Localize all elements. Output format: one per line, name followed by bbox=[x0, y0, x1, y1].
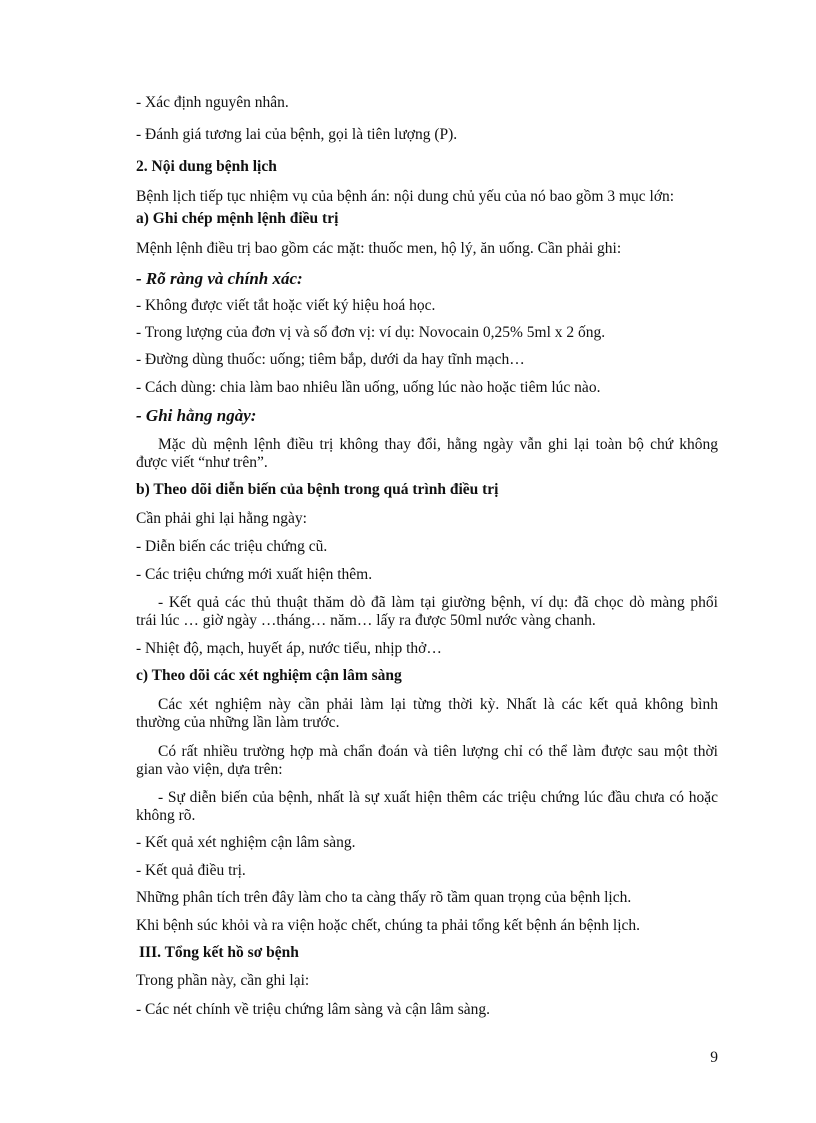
emphasis-heading: - Rõ ràng và chính xác: bbox=[136, 269, 303, 288]
subsection-heading: c) Theo dõi các xét nghiệm cận lâm sàng bbox=[136, 667, 402, 684]
paragraph-line: - Đánh giá tương lai của bệnh, gọi là tiên lượng (P). bbox=[136, 126, 458, 143]
paragraph-line: Những phân tích trên đây làm cho ta càng thấy rõ tầm quan trọng của bệnh lịch. bbox=[136, 889, 632, 906]
paragraph-line: Trong phần này, cần ghi lại: bbox=[136, 972, 310, 989]
paragraph-line: được viết “như trên”. bbox=[136, 454, 268, 471]
emphasis-heading: - Ghi hằng ngày: bbox=[136, 406, 257, 425]
paragraph-line: - Kết quả xét nghiệm cận lâm sàng. bbox=[136, 834, 356, 851]
paragraph-line: Khi bệnh súc khỏi và ra viện hoặc chết, chúng ta phải tổng kết bệnh án bệnh lịch. bbox=[136, 917, 641, 934]
paragraph-line: Mệnh lệnh điều trị bao gồm các mặt: thuốc men, hộ lý, ăn uống. Cần phải ghi: bbox=[136, 240, 622, 257]
paragraph-line: - Cách dùng: chia làm bao nhiêu lần uống, uống lúc nào hoặc tiêm lúc nào. bbox=[136, 379, 601, 396]
paragraph-line: trái lúc … giờ ngày …tháng… năm… lấy ra được 50ml nước vàng chanh. bbox=[136, 612, 596, 629]
paragraph-line: - Diễn biến các triệu chứng cũ. bbox=[136, 538, 328, 555]
section-heading: III. Tổng kết hồ sơ bệnh bbox=[139, 944, 299, 961]
paragraph-line: - Kết quả điều trị. bbox=[136, 862, 246, 879]
paragraph-line: - Sự diễn biến của bệnh, nhất là sự xuất hiện thêm các triệu chứng lúc đầu chưa có hoặc bbox=[158, 789, 718, 806]
paragraph-line: thường của những lần làm trước. bbox=[136, 714, 340, 731]
paragraph-line: - Kết quả các thủ thuật thăm dò đã làm tại giường bệnh, ví dụ: đã chọc dò màng phổi bbox=[158, 594, 718, 611]
paragraph-line: - Các nét chính về triệu chứng lâm sàng và cận lâm sàng. bbox=[136, 1001, 491, 1018]
page-number: 9 bbox=[710, 1049, 718, 1066]
paragraph-line: - Các triệu chứng mới xuất hiện thêm. bbox=[136, 566, 373, 583]
paragraph-line: Bệnh lịch tiếp tục nhiệm vụ của bệnh án: nội dung chủ yếu của nó bao gồm 3 mục lớn: bbox=[136, 188, 675, 205]
paragraph-line: Mặc dù mệnh lệnh điều trị không thay đổi, hằng ngày vẫn ghi lại toàn bộ chứ không bbox=[158, 436, 718, 453]
paragraph-line: - Nhiệt độ, mạch, huyết áp, nước tiểu, nhịp thở… bbox=[136, 640, 442, 657]
paragraph-line: gian vào viện, dựa trên: bbox=[136, 761, 283, 778]
paragraph-line: Có rất nhiều trường hợp mà chẩn đoán và tiên lượng chỉ có thể làm được sau một thời bbox=[158, 743, 718, 760]
paragraph-line: Các xét nghiệm này cần phải làm lại từng thời kỳ. Nhất là các kết quả không bình bbox=[158, 696, 718, 713]
paragraph-line: - Không được viết tắt hoặc viết ký hiệu hoá học. bbox=[136, 297, 436, 314]
subsection-heading: a) Ghi chép mệnh lệnh điều trị bbox=[136, 210, 339, 227]
paragraph-line: - Trong lượng của đơn vị và số đơn vị: ví dụ: Novocain 0,25% 5ml x 2 ống. bbox=[136, 324, 606, 341]
section-heading: 2. Nội dung bệnh lịch bbox=[136, 158, 277, 175]
paragraph-line: - Đường dùng thuốc: uống; tiêm bắp, dưới da hay tĩnh mạch… bbox=[136, 351, 525, 368]
paragraph-line: không rõ. bbox=[136, 807, 196, 824]
paragraph-line: - Xác định nguyên nhân. bbox=[136, 94, 289, 111]
paragraph-line: Cần phải ghi lại hằng ngày: bbox=[136, 510, 307, 527]
subsection-heading: b) Theo dõi diễn biến của bệnh trong quá trình điều trị bbox=[136, 481, 499, 498]
